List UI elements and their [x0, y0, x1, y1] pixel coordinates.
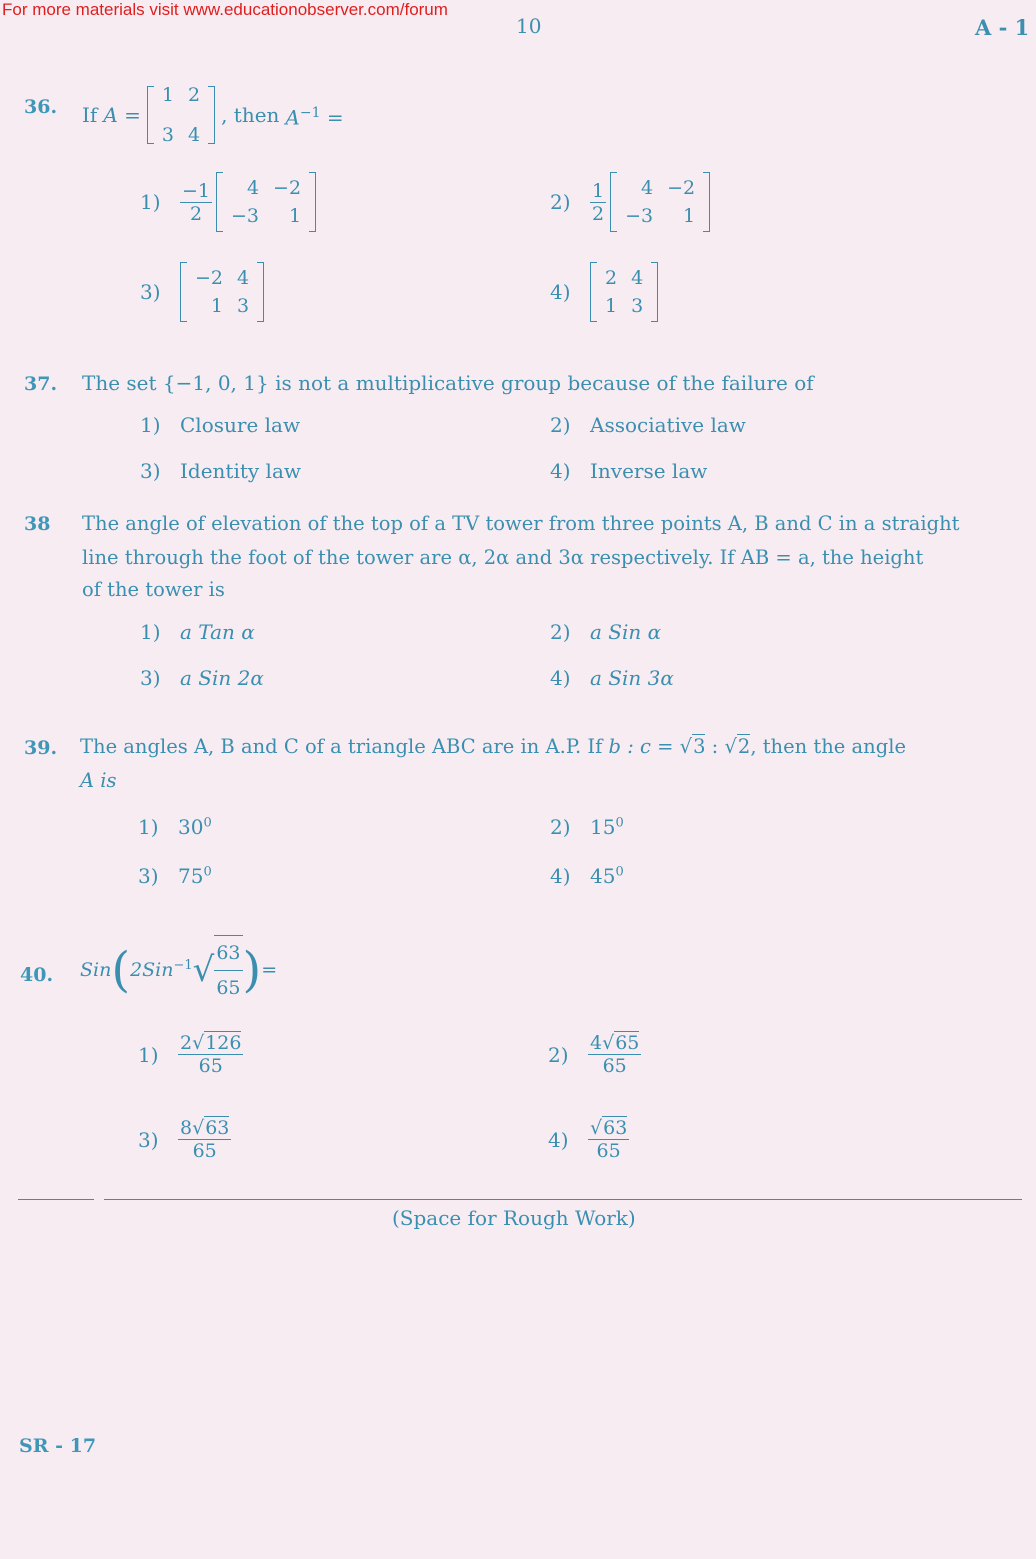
- q38-option-2[interactable]: 2) a Sin α: [550, 620, 662, 644]
- q36-option-4[interactable]: 4) 2 4 1 3: [550, 262, 658, 322]
- q37-option-4[interactable]: 4) Inverse law: [550, 459, 708, 483]
- question-37-stem: The set {−1, 0, 1} is not a multiplicative group because of the failure of: [82, 371, 814, 395]
- watermark-link[interactable]: For more materials visit www.educationobserver.com/forum: [2, 0, 448, 19]
- q40-option-3[interactable]: 3) $\frac{8√63}{65}$: [138, 1117, 230, 1162]
- q36-lead: If: [82, 103, 98, 127]
- q38-option-1[interactable]: 1) a Tan α: [140, 620, 255, 644]
- question-40-stem: Sin ( 2Sin $^{-1}$ √ $\frac{63}{65}$ ) =: [80, 935, 277, 1005]
- q40-option-1[interactable]: 1) $\frac{2√126}{65}$: [138, 1032, 242, 1077]
- q36-option-3[interactable]: 3) −2 4 1 3: [140, 262, 264, 322]
- q40-option-4[interactable]: 4) $\frac{√63}{65}$: [548, 1117, 628, 1162]
- page-code: A - 1: [975, 15, 1030, 40]
- q39-option-3[interactable]: 3) $75^0$: [138, 864, 212, 888]
- q37-option-3[interactable]: 3) Identity law: [140, 459, 301, 483]
- question-39-stem: The angles A, B and C of a triangle ABC are in A.P. If b : c = √3 : √2, then the angle A is: [80, 735, 906, 792]
- footer-code: SR - 17: [19, 1435, 97, 1457]
- q39-option-1[interactable]: 1) $30^0$: [138, 815, 212, 839]
- q38-option-3[interactable]: 3) a Sin 2α: [140, 666, 264, 690]
- q36-option-1[interactable]: 1) $\frac{-1}{2}$ 4 −2 −3 1: [140, 172, 316, 232]
- divider-main: [104, 1199, 1022, 1200]
- question-number-36: 36.: [24, 96, 58, 118]
- question-38-stem: The angle of elevation of the top of a TV tower from three points A, B and C in a straight line through the foot of the tower are α, 2α and 3α respectively. If AB = a, the height of the tower is: [82, 512, 960, 601]
- question-number-37: 37.: [24, 373, 58, 395]
- q36-tail: , then: [221, 103, 280, 127]
- question-36-stem: If A = 1 2 3 4 , then $A^{-1}$ =: [82, 78, 344, 152]
- q39-option-4[interactable]: 4) $45^0$: [550, 864, 624, 888]
- q37-option-2[interactable]: 2) Associative law: [550, 413, 746, 437]
- q39-option-2[interactable]: 2) $15^0$: [550, 815, 624, 839]
- question-number-39: 39.: [24, 737, 58, 759]
- q36-option-2[interactable]: 2) $\frac{1}{2}$ 4 −2 −3 1: [550, 172, 710, 232]
- q36-matrix: 1 2 3 4: [147, 78, 215, 152]
- q40-option-2[interactable]: 2) $\frac{4√65}{65}$: [548, 1032, 640, 1077]
- q38-option-4[interactable]: 4) a Sin 3α: [550, 666, 674, 690]
- page-number: 10: [516, 14, 542, 38]
- divider-left: [18, 1199, 94, 1200]
- q37-option-1[interactable]: 1) Closure law: [140, 413, 301, 437]
- question-number-40: 40.: [20, 964, 54, 986]
- q36-var: A =: [103, 103, 141, 127]
- rough-work-label: (Space for Rough Work): [392, 1206, 636, 1230]
- question-number-38: 38: [24, 513, 51, 535]
